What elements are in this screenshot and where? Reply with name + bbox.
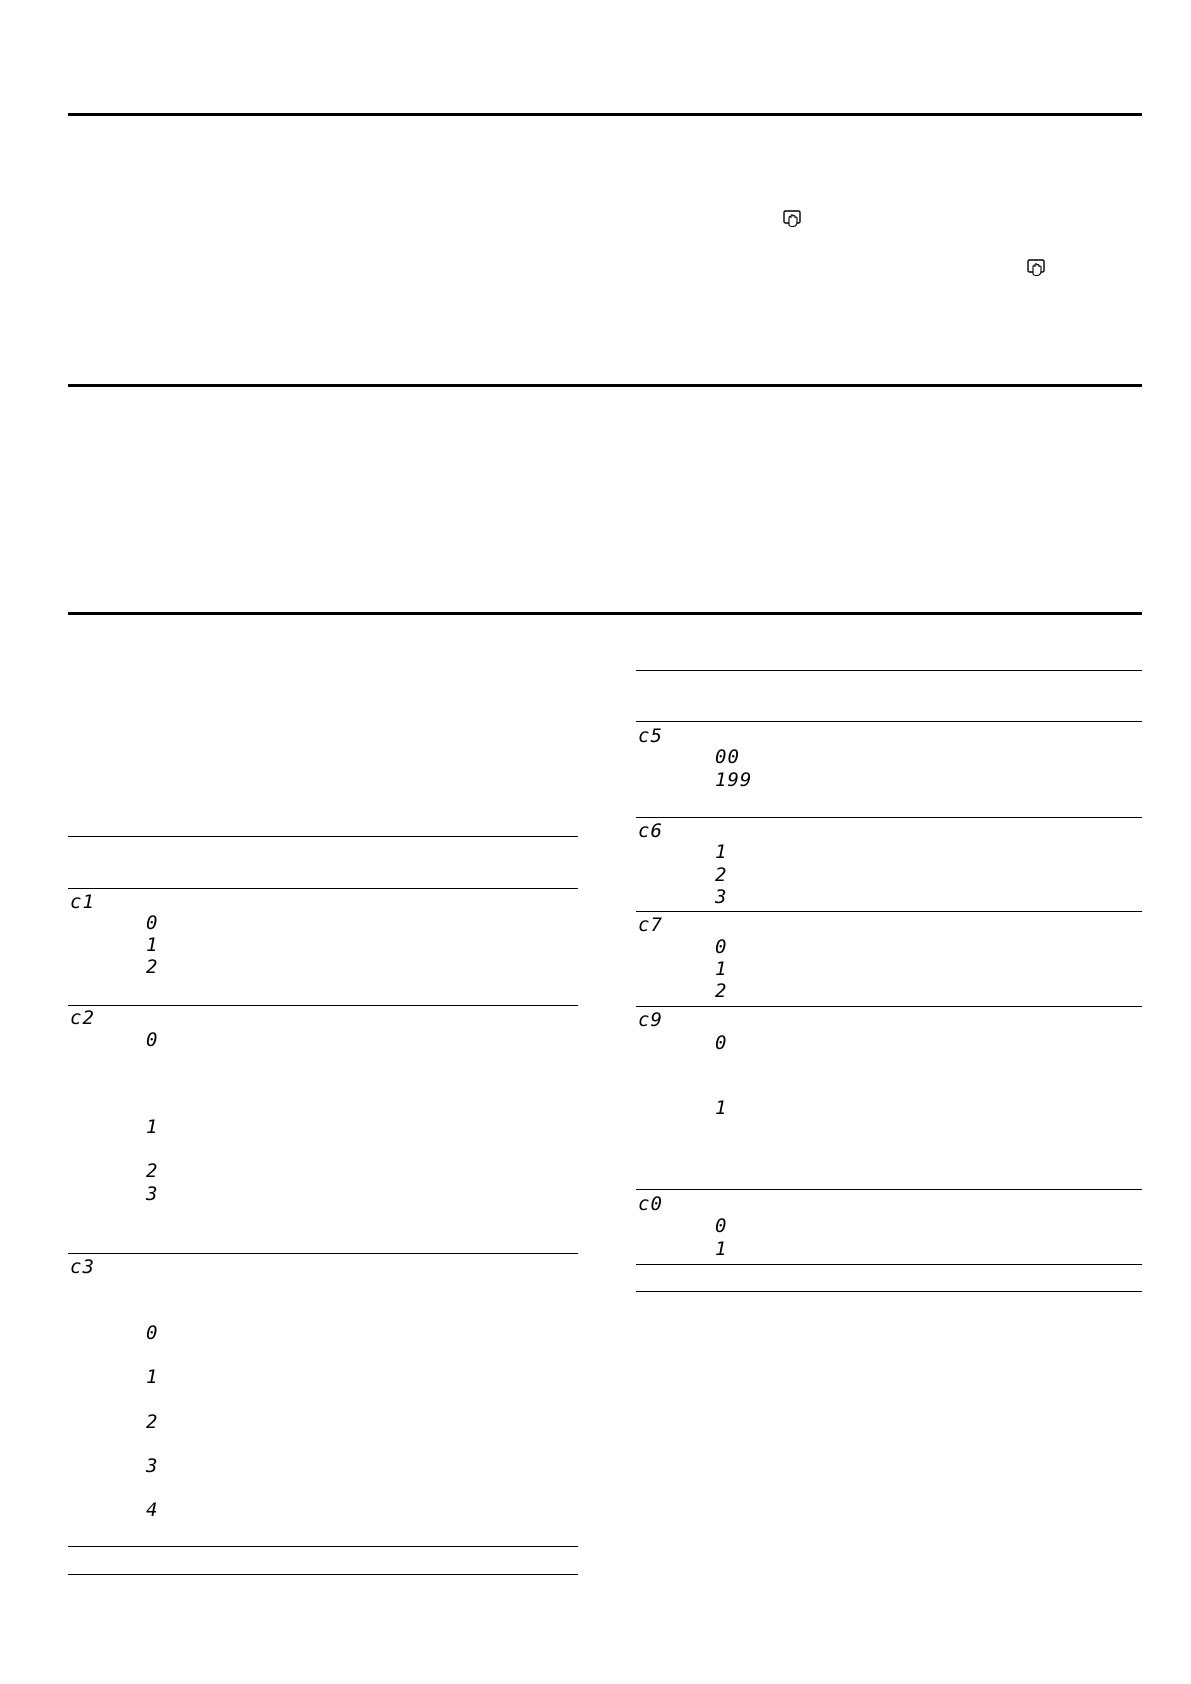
- setting-code: c3: [70, 1256, 95, 1278]
- setting-value: 0: [146, 1029, 159, 1051]
- setting-value: 0: [146, 912, 159, 934]
- setting-value: 1: [146, 1366, 159, 1388]
- setting-value: 2: [146, 1411, 159, 1433]
- setting-value: 3: [715, 886, 728, 908]
- setting-value: 2: [146, 1160, 159, 1182]
- setting-code: c7: [638, 914, 663, 936]
- setting-code: c6: [638, 820, 663, 842]
- setting-value: 2: [146, 956, 159, 978]
- setting-value: 4: [146, 1499, 159, 1521]
- setting-value: 3: [146, 1455, 159, 1477]
- table-row-rule: [636, 1006, 1142, 1007]
- table-row-rule: [68, 1546, 578, 1547]
- setting-value: 0: [715, 936, 728, 958]
- setting-code: c2: [70, 1007, 95, 1029]
- setting-value: 1: [715, 958, 728, 980]
- setting-value: 2: [715, 864, 728, 886]
- setting-value: 1: [715, 841, 728, 863]
- section-divider-3: [68, 612, 1142, 615]
- section-divider-1: [68, 113, 1142, 116]
- setting-code: c5: [638, 725, 663, 747]
- table-row-rule: [636, 817, 1142, 818]
- setting-value: 199: [715, 769, 753, 791]
- table-header-bottom-rule: [636, 721, 1142, 722]
- setting-value: 0: [146, 1322, 159, 1344]
- table-header-bottom-rule: [68, 888, 578, 889]
- setting-value: 1: [146, 1116, 159, 1138]
- section-divider-2: [68, 384, 1142, 387]
- setting-code: c0: [638, 1193, 663, 1215]
- setting-value: 1: [146, 934, 159, 956]
- table-row-rule: [636, 911, 1142, 912]
- table-row-rule: [68, 1253, 578, 1254]
- table-row-rule: [636, 1189, 1142, 1190]
- setting-value: 3: [146, 1183, 159, 1205]
- table-bottom-rule: [68, 1574, 578, 1575]
- table-row-rule: [68, 1005, 578, 1006]
- table-bottom-rule: [636, 1291, 1142, 1292]
- setting-value: 1: [715, 1238, 728, 1260]
- setting-value: 00: [715, 746, 740, 768]
- setting-value: 2: [715, 980, 728, 1002]
- table-row-rule: [636, 1264, 1142, 1265]
- setting-value: 1: [715, 1097, 728, 1119]
- hand-sensor-icon: [783, 210, 801, 228]
- setting-value: 0: [715, 1215, 728, 1237]
- hand-sensor-icon: [1027, 259, 1045, 277]
- table-header-top-rule: [68, 836, 578, 837]
- setting-code: c9: [638, 1009, 663, 1031]
- setting-code: c1: [70, 891, 95, 913]
- setting-value: 0: [715, 1032, 728, 1054]
- table-header-top-rule: [636, 670, 1142, 671]
